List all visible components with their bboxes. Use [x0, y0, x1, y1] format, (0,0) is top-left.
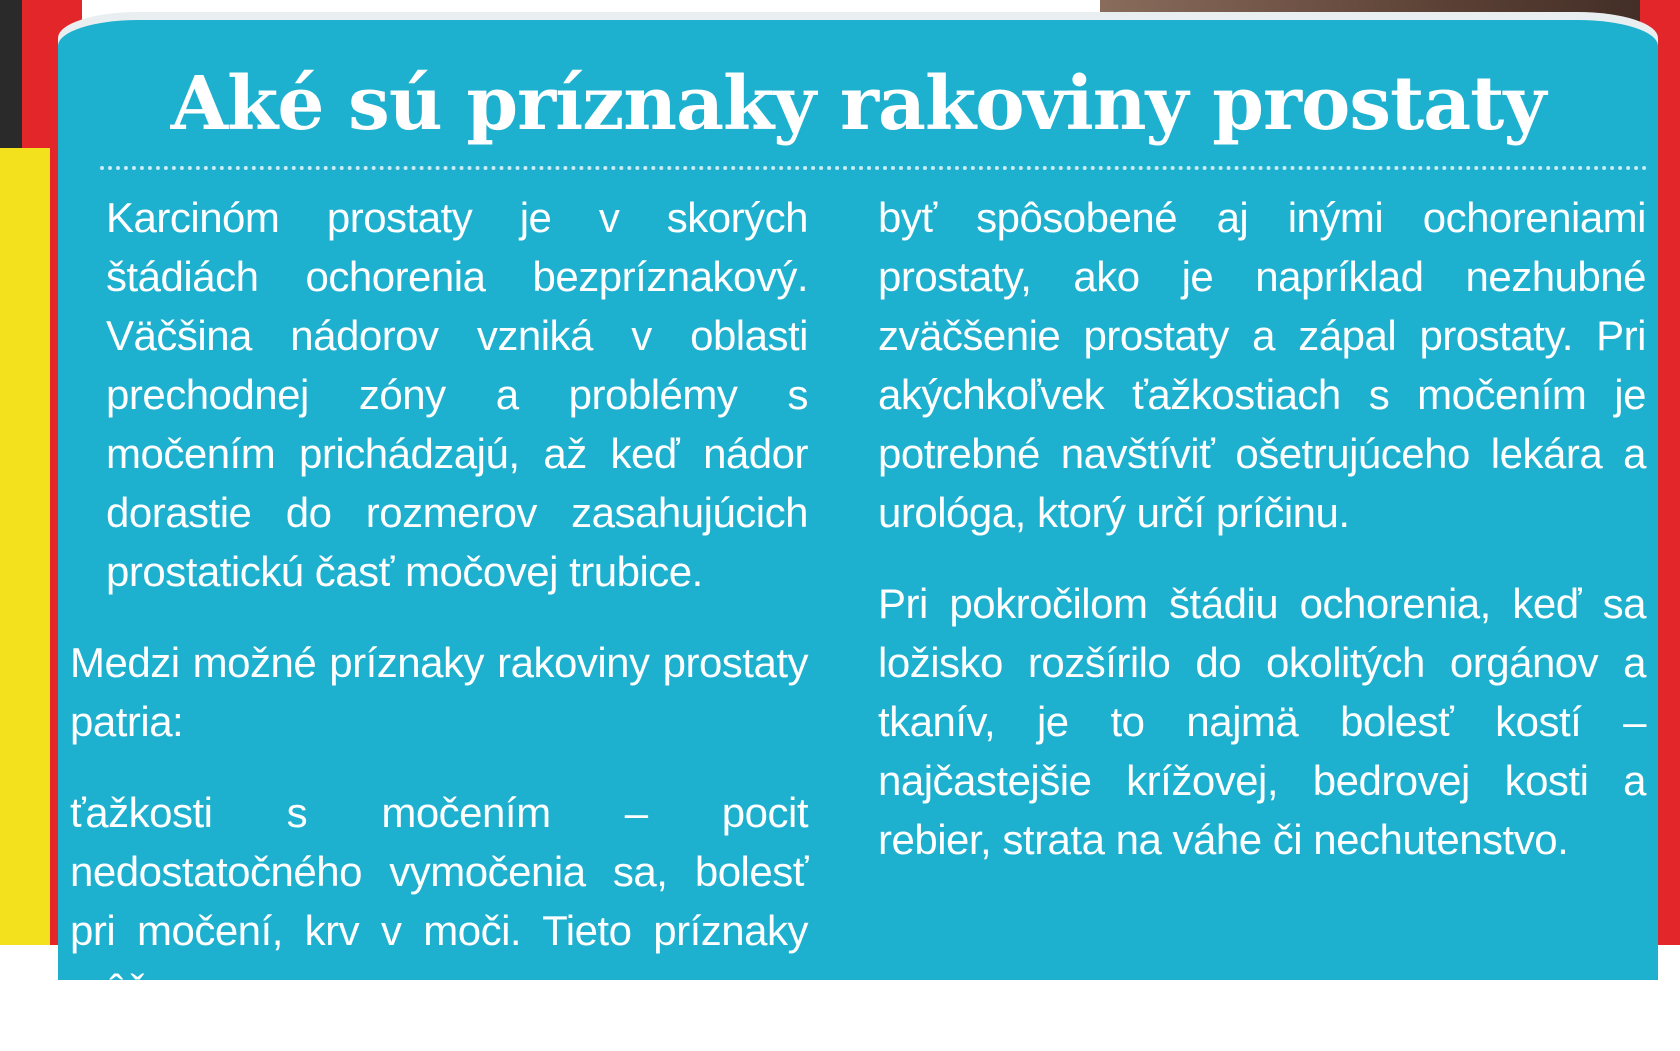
paragraph-symptoms-lead: Medzi možné príznaky rakoviny prostaty patria:	[70, 639, 808, 745]
paragraph-other-causes: byť spôsobené aj inými ochoreniami prostaty, ako je napríklad nezhubné zväčšenie prostaty a zápal prostaty. Pri akýchkoľvek ťažkostiach s močením je potrebné navštíviť ošetrujúceho lekára a urológa, ktorý určí príčinu.	[878, 194, 1646, 536]
right-column	[878, 188, 1646, 901]
yellow-sidebar	[0, 148, 50, 945]
left-column	[70, 188, 808, 1051]
article-title: Aké sú príznaky rakoviny prostaty	[170, 61, 1546, 147]
paragraph-intro: Karcinóm prostaty je v skorých štádiách ochorenia bezpríznakový. Väčšina nádorov vzniká v oblasti prechodnej zóny a problémy s močením prichádzajú, až keď nádor dorastie do rozmerov zasahujúcich prostatickú časť močovej trubice.	[106, 194, 808, 595]
title-divider	[100, 166, 1648, 170]
paragraph-urination: ťažkosti s močením – pocit nedostatočného vymočenia sa, bolesť pri močení, krv v moči. Tieto príznaky môžu	[70, 789, 808, 1013]
paragraph-advanced-stage: Pri pokročilom štádiu ochorenia, keď sa ložisko rozšírilo do okolitých orgánov a tkanív, je to najmä bolesť kostí – najčastejšie krížovej, bedrovej kosti a rebier, strata na váhe či nechutenstvo.	[878, 580, 1646, 863]
